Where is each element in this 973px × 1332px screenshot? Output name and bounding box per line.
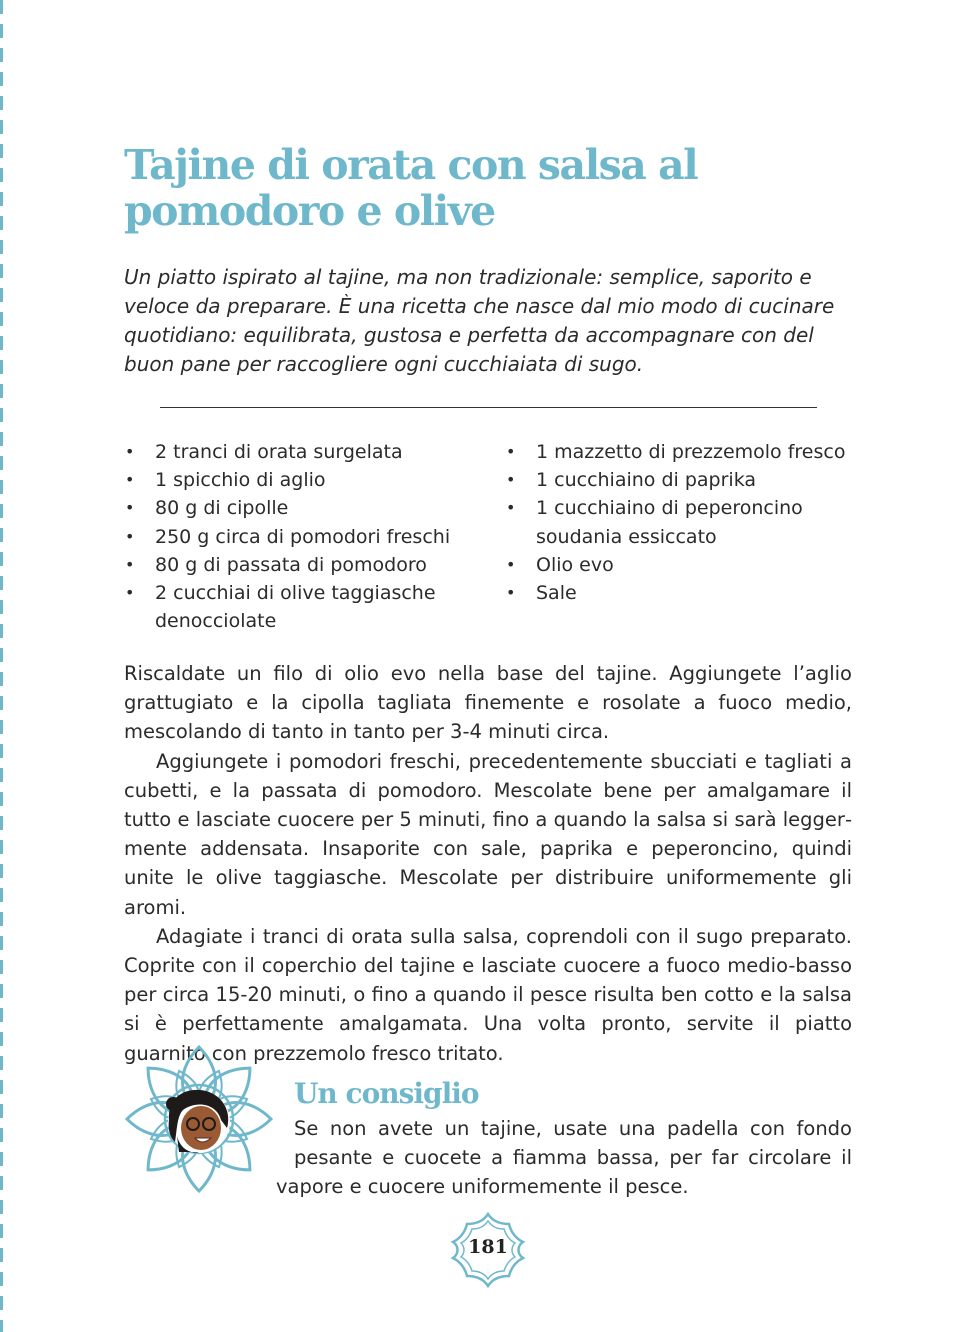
mandala-avatar-icon	[124, 1044, 274, 1194]
recipe-title: Tajine di orata con salsa al pomodoro e olive	[124, 141, 698, 235]
step-paragraph: Aggiungete i pomodori freschi, precedentemente sbucciati e tagliati a cubetti, e la passata di pomodoro. Mescolate bene per amalgamare il tutto e lasciate cuocere per 5 minuti, fino a quando la salsa si sarà leggermente addensata. Insaporite con sale, paprika e peperoncino, quindi unite le olive taggiasche. Mescolate per distribuire uniformemente gli aromi.	[124, 749, 852, 919]
step-paragraph: Adagiate i tranci di orata sulla salsa, coprendoli con il sugo preparato. Coprite con il coperchio del tajine e lasciate cuocere a fuoco medio-basso per circa 15-20 minuti, o fino a quando il pesce risulta ben cotto e la salsa si è perfettamente amalgamata. Una volta pronto, servite il piatto guarnito con prezzemolo fresco tritato.	[124, 924, 852, 1065]
divider	[160, 407, 817, 408]
list-item: • Olio evo	[505, 551, 855, 579]
recipe-intro: Un piatto ispirato al tajine, ma non tradizionale: semplice, saporito e veloce da preparare. È una ricetta che nasce dal mio modo di cucinare quotidiano: equilibrata, gustosa e perfetta da accompagnare con del buon pane per raccogliere ogni cucchiaiata di sugo.	[124, 265, 835, 376]
list-item: • 250 g circa di pomodori freschi	[124, 523, 484, 551]
list-item: • 1 mazzetto di prezzemolo fresco	[505, 438, 855, 466]
tip-line: pesante e cuocete a fiamma bassa, per far circolare il	[294, 1146, 852, 1170]
list-item: • 1 cucchiaino di peperoncino soudania essiccato	[505, 494, 855, 550]
step-paragraph: Riscaldate un filo di olio evo nella base del tajine. Aggiungete l’aglio grattugiato e la cipolla tagliata finemente e rosolate a fuoco medio, mescolando di tanto in tanto per 3-4 minuti circa.	[124, 662, 852, 744]
tip-title: Un consiglio	[294, 1077, 479, 1110]
list-item: • 2 tranci di orata surgelata	[124, 438, 484, 466]
tip-text	[276, 1114, 852, 1202]
list-item: • Sale	[505, 579, 855, 607]
recipe-steps	[124, 659, 852, 1068]
page-edge-decoration	[0, 0, 3, 1332]
ingredients-list-right	[505, 438, 855, 607]
list-item: • 1 spicchio di aglio	[124, 466, 484, 494]
list-item: • 2 cucchiai di olive taggiasche denocciolate	[124, 579, 484, 635]
list-item: • 1 cucchiaino di paprika	[505, 466, 855, 494]
ingredients-list-left	[124, 438, 484, 635]
list-item: • 80 g di cipolle	[124, 494, 484, 522]
tip-line: Se non avete un tajine, usate una padella con fondo	[294, 1117, 852, 1140]
tip-line: vapore e cuocere uniformemente il pesce.	[276, 1175, 689, 1199]
list-item: • 80 g di passata di pomodoro	[124, 551, 484, 579]
page-number: 181	[468, 1236, 508, 1258]
